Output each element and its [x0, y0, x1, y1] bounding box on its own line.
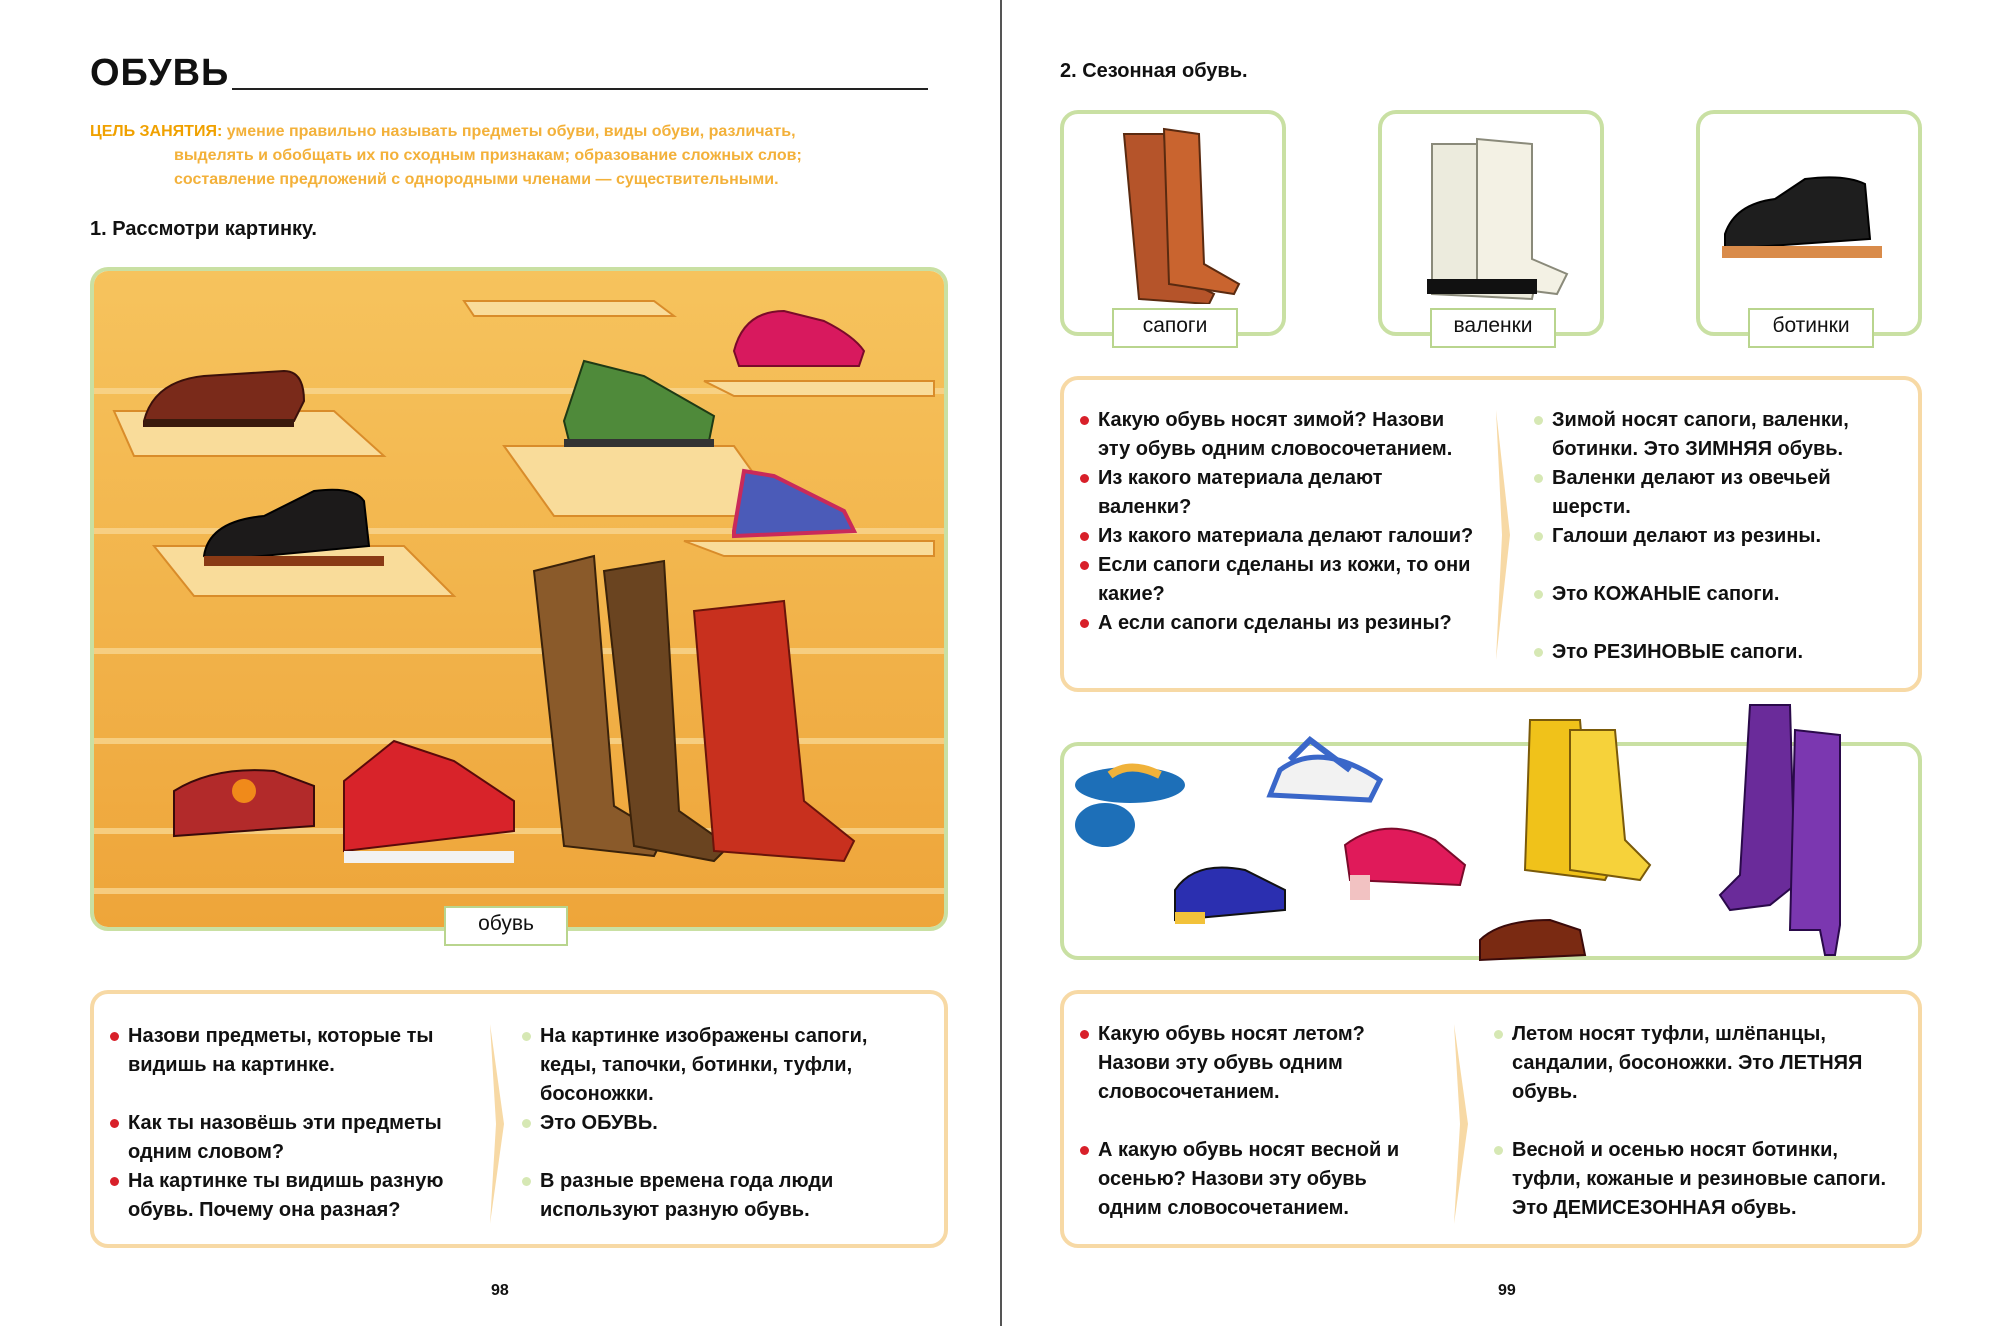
page-title: ОБУВЬ: [90, 52, 230, 94]
goal-text-line2: выделять и обобщать их по сходным признакам; образование сложных слов;: [174, 147, 802, 164]
purple-boots-icon: [1720, 705, 1840, 955]
item-label: сапоги: [1112, 308, 1238, 348]
question-item: Из какого материала делают галоши?: [1080, 522, 1480, 551]
arrow-divider-icon: [490, 1024, 504, 1224]
answer-item: Это ОБУВЬ.: [522, 1109, 922, 1138]
section2-title: 2. Сезонная обувь.: [1060, 60, 1248, 82]
ankle-boots-icon: [1700, 114, 1918, 304]
shoe-shelf-picture: [90, 267, 948, 931]
question-item: Как ты назовёшь эти предметы одним словом?: [110, 1109, 490, 1167]
item-card-valenki: [1378, 110, 1604, 336]
item-label: ботинки: [1748, 308, 1874, 348]
answer-item: На картинке изображены сапоги, кеды, тапочки, ботинки, туфли, босоножки.: [522, 1022, 922, 1109]
leather-boots-icon: [1064, 114, 1282, 304]
picture-label: обувь: [444, 906, 568, 946]
sandals-icon: [1270, 740, 1380, 800]
question-item: Из какого материала делают валенки?: [1080, 464, 1480, 522]
slippers-icon: [174, 770, 314, 836]
arrow-divider-icon: [1454, 1024, 1468, 1224]
question-item: А какую обувь носят весной и осенью? Назови эту обувь одним словосочетанием.: [1080, 1136, 1420, 1223]
winter-answers-list: [1534, 406, 1904, 667]
item-card-boots: [1060, 110, 1286, 336]
brown-shoe-icon: [1480, 920, 1585, 960]
answer-item: Галоши делают из резины.: [1534, 522, 1904, 551]
answer-item: Это РЕЗИНОВЫЕ сапоги.: [1534, 638, 1904, 667]
goal-label: ЦЕЛЬ ЗАНЯТИЯ:: [90, 123, 223, 140]
lesson-goal: [90, 120, 920, 192]
rain-boots-icon: [1525, 720, 1650, 880]
summer-questions-list: [1080, 1020, 1420, 1223]
pink-loafers-icon: [1345, 829, 1465, 900]
answer-item: Летом носят туфли, шлёпанцы, сандалии, босоножки. Это ЛЕТНЯЯ обувь.: [1494, 1020, 1904, 1107]
valenki-icon: [1382, 114, 1600, 304]
winter-questions-list: [1080, 406, 1480, 638]
page-number: 98: [491, 1282, 509, 1299]
questions-list: [110, 1022, 490, 1225]
flip-flops-icon: [1075, 767, 1185, 847]
answer-item: Валенки делают из овечьей шерсти.: [1534, 464, 1904, 522]
section1-title: 1. Рассмотри картинку.: [90, 218, 317, 240]
mary-jane-shoes-icon: [1175, 868, 1285, 925]
question-item: На картинке ты видишь разную обувь. Почему она разная?: [110, 1167, 490, 1225]
answer-item: В разные времена года люди используют разную обувь.: [522, 1167, 922, 1225]
qa-box-picture: [90, 990, 948, 1248]
shoe-shelf-illustration: [94, 271, 944, 927]
summer-answers-list: [1494, 1020, 1904, 1223]
summer-shoes-illustration: [1060, 700, 1922, 980]
question-item: Какую обувь носят летом? Назови эту обувь одним словосочетанием.: [1080, 1020, 1420, 1107]
goal-text-line1: умение правильно называть предметы обуви, виды обуви, различать,: [226, 123, 796, 140]
answer-item: Это КОЖАНЫЕ сапоги.: [1534, 580, 1904, 609]
answer-item: Зимой носят сапоги, валенки, ботинки. Это ЗИМНЯЯ обувь.: [1534, 406, 1904, 464]
right-page: [1002, 0, 2000, 1326]
item-card-ankle-boots: [1696, 110, 1922, 336]
question-item: Если сапоги сделаны из кожи, то они какие?: [1080, 551, 1480, 609]
title-rule: [232, 88, 928, 90]
qa-box-summer: [1060, 990, 1922, 1248]
answers-list: [522, 1022, 922, 1225]
question-item: Какую обувь носят зимой? Назови эту обувь одним словосочетанием.: [1080, 406, 1480, 464]
answer-item: Весной и осенью носят ботинки, туфли, кожаные и резиновые сапоги. Это ДЕМИСЕЗОННАЯ обувь.: [1494, 1136, 1904, 1223]
arrow-divider-icon: [1496, 410, 1510, 660]
question-item: А если сапоги сделаны из резины?: [1080, 609, 1480, 638]
item-label: валенки: [1430, 308, 1556, 348]
page-number: 99: [1498, 1282, 1516, 1299]
goal-text-line3: составление предложений с однородными членами — существительными.: [174, 171, 779, 188]
question-item: Назови предметы, которые ты видишь на картинке.: [110, 1022, 490, 1080]
qa-box-winter: [1060, 376, 1922, 692]
